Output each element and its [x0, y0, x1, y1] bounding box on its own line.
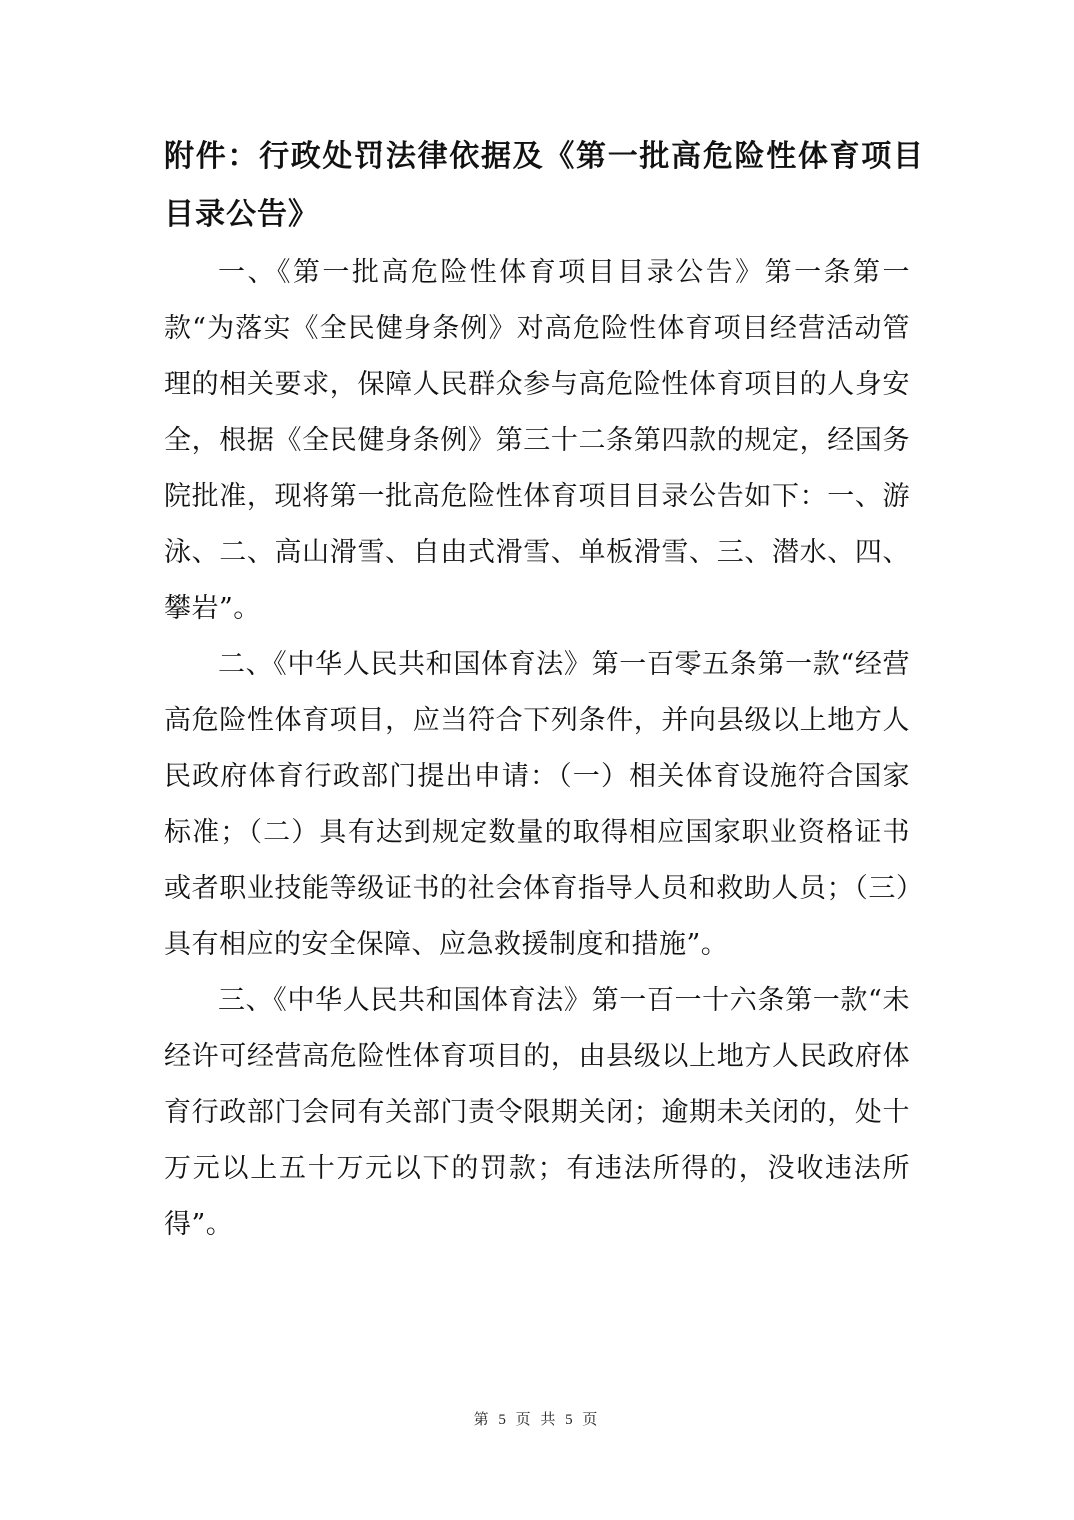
paragraph-2: 二、《中华人民共和国体育法》第一百零五条第一款“经营高危险性体育项目，应当符合下列条件，并向县级以上地方人民政府体育行政部门提出申请：（一）相关体育设施符合国家标准；（二）具有达到规定数量的取得相应国家职业资格证书或者职业技能等级证书的社会体育指导人员和救助人员；（三）具有相应的安全保障、应急救援制度和措施”。 [164, 649, 910, 960]
document-body [164, 245, 910, 1253]
page-number-footer: 第 5 页 共 5 页 [473, 1412, 601, 1428]
paragraph-1: 一、《第一批高危险性体育项目目录公告》第一条第一款“为落实《全民健身条例》对高危险性体育项目经营活动管理的相关要求，保障人民群众参与高危险性体育项目的人身安全，根据《全民健身条例》第三十二条第四款的规定，经国务院批准，现将第一批高危险性体育项目目录公告如下：一、游泳、二、高山滑雪、自由式滑雪、单板滑雪、三、潜水、四、攀岩”。 [164, 257, 910, 624]
paragraph-3: 三、《中华人民共和国体育法》第一百一十六条第一款“未经许可经营高危险性体育项目的，由县级以上地方人民政府体育行政部门会同有关部门责令限期关闭；逾期未关闭的，处十万元以上五十万元以下的罚款；有违法所得的，没收违法所得”。 [164, 985, 910, 1240]
document-title: 附件：行政处罚法律依据及《第一批高危险性体育项目目录公告》 [164, 139, 924, 232]
